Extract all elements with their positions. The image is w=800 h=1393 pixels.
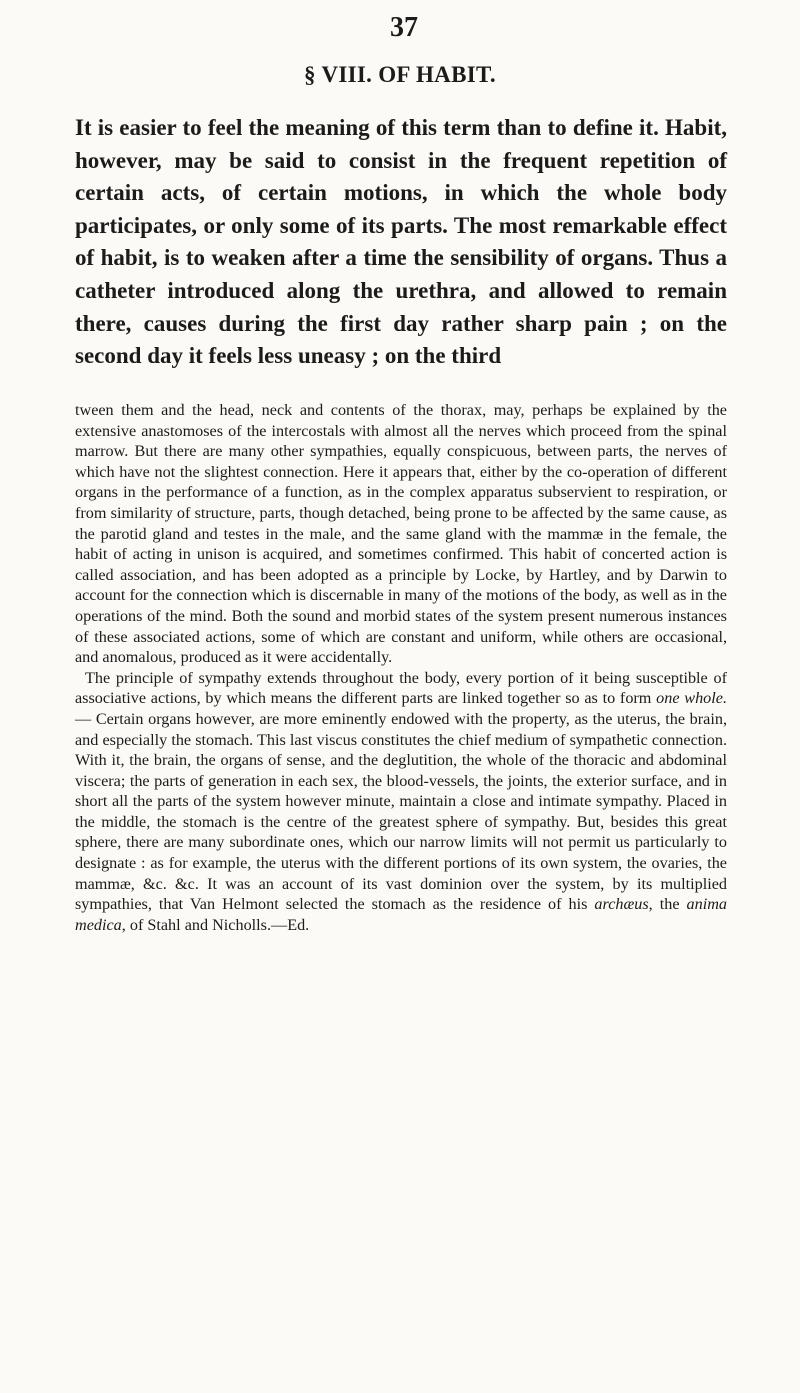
footnote-italic-one-whole: one whole. (656, 689, 727, 708)
footnote-paragraph-1: tween them and the head, neck and contents of the thorax, may, perhaps be explained by the extensive anastomoses of the intercostals with almost all the nerves which proceed from the spinal marrow. But there are many other sympathies, equally conspicuous, between parts, the nerves of which have not the slightest connection. Here it appears that, either by the co-operation of different organs in the performance of a function, as in the complex apparatus subservient to respiration, or from similarity of structure, parts, though detached, being prone to be affected by the same cause, as the parotid gland and testes in the male, and the same gland with the mammæ in the female, the habit of acting in unison is acquired, and sometimes confirmed. This habit of concerted action is called association, and has been adopted as a principle by Locke, by Hartley, and by Darwin to account for the connection which is discernable in many of the motions of the body, as well as in the operations of the mind. Both the sound and morbid states of the system present numerous instances of these associated actions, some of which are constant and uniform, while others are occasional, and anomalous, produced as it were accidentally. (75, 401, 727, 667)
footnote-text-start: The principle of sympathy extends throughout the body, every portion of it being susceptible of associative actions, by which means the different parts are linked together so as to form (75, 668, 727, 708)
footnote-italic-anima-medica: anima medica (75, 895, 727, 934)
footnote-text-end: , of Stahl and Nicholls.—Ed. (121, 915, 310, 934)
footnote-text-connector: , the (648, 895, 687, 914)
main-paragraph: It is easier to feel the meaning of this term than to define it. Habit, however, may be said to consist in the frequent repetition of certain acts, of certain motions, in which the whole body participates, or only some of its parts. The most remarkable effect of habit, is to weaken after a time the sensibility of organs. Thus a catheter introduced along the urethra, and allowed to remain there, causes during the first day rather sharp pain ; on the second day it feels less uneasy ; on the third (75, 115, 727, 369)
footnote-italic-archaeus: archæus (594, 895, 649, 914)
footnote (75, 400, 727, 935)
page-number: 37 (390, 12, 418, 43)
footnote-text-middle: — Certain organs however, are more eminently endowed with the property, as the uterus, the brain, and especially the stomach. This last viscus constitutes the chief medium of sympathetic connection. With it, the brain, the organs of sense, and the deglutition, the whole of the thoracic and abdominal viscera; the parts of generation in each sex, the blood-vessels, the joints, the exterior surface, and in short all the parts of the system however minute, maintain a close and intimate sympathy. Placed in the middle, the stomach is the centre of the greatest sphere of sympathy. But, besides this great sphere, there are many subordinate ones, which our narrow limits will not permit us particularly to designate : as for example, the uterus with the different portions of its own system, the ovaries, the mammæ, &c. &c. It was an account of its vast dominion over the system, by its multiplied sympathies, that Van Helmont selected the stomach as the residence of his (75, 709, 727, 914)
footnote-paragraph-2 (75, 668, 727, 936)
section-title: § VIII. OF HABIT. (304, 62, 496, 87)
